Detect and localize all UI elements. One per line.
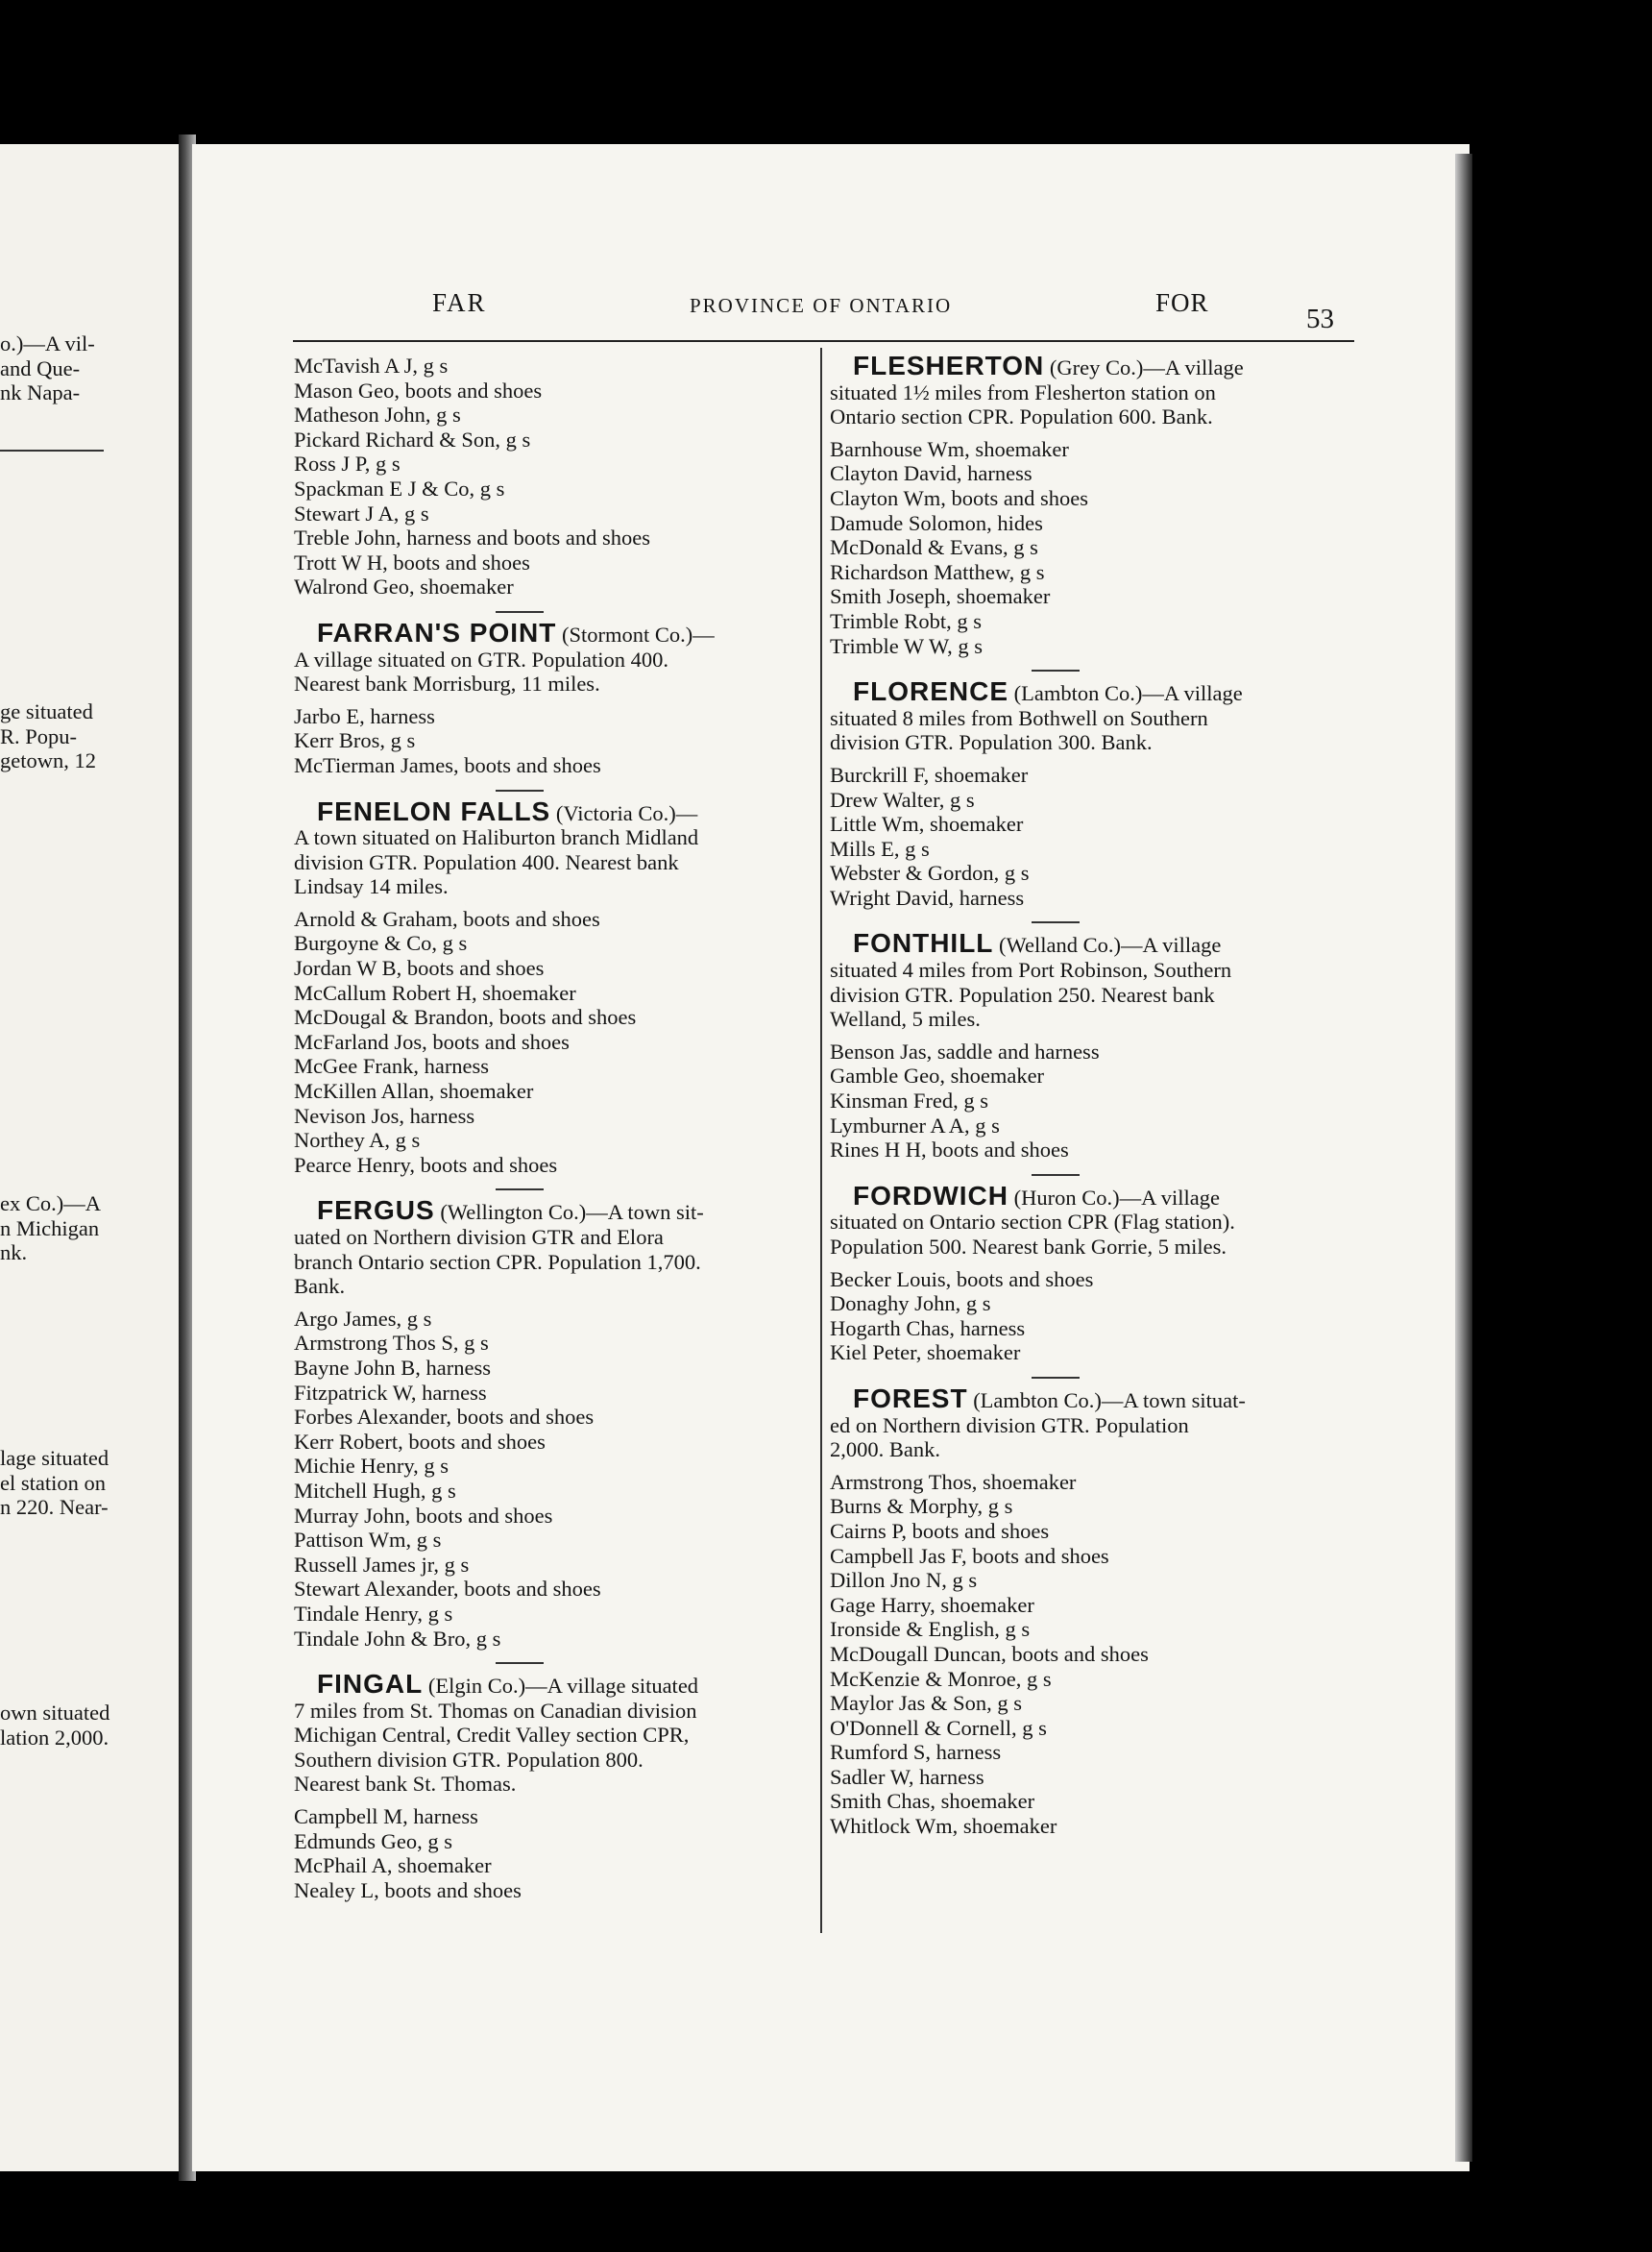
left-column: [294, 354, 817, 1902]
business-listing: Clayton Wm, boots and shoes: [830, 485, 1088, 510]
business-listing: McKenzie & Monroe, g s: [830, 1666, 1052, 1691]
column-divider: [820, 348, 822, 1933]
business-listing: Rines H H, boots and shoes: [830, 1138, 1069, 1163]
town-description: situated 1½ miles from Flesherton station on: [830, 379, 1216, 404]
town-description: division GTR. Population 300. Bank.: [830, 730, 1153, 755]
town-heading: [294, 796, 817, 826]
town-description: Nearest bank Morrisburg, 11 miles.: [294, 672, 600, 697]
facing-page-line: n Michigan: [0, 1215, 100, 1240]
business-listing: Armstrong Thos, shoemaker: [830, 1469, 1077, 1494]
town-county: (Grey Co.)—A village: [1044, 355, 1244, 379]
business-listing: Stewart J A, g s: [294, 501, 429, 526]
business-listing: McKillen Allan, shoemaker: [294, 1079, 534, 1104]
facing-page-text-block: [0, 1446, 109, 1520]
business-listing: Tindale John & Bro, g s: [294, 1626, 501, 1651]
business-listing: Michie Henry, g s: [294, 1454, 449, 1479]
facing-page-line: lation 2,000.: [0, 1725, 109, 1750]
business-listing: Burckrill F, shoemaker: [830, 762, 1029, 787]
page-number: 53: [1306, 304, 1334, 334]
town-heading: [294, 1669, 817, 1700]
spacer: [294, 899, 817, 907]
town-description: ed on Northern division GTR. Population: [830, 1412, 1189, 1437]
business-listing: McDougall Duncan, boots and shoes: [830, 1641, 1149, 1666]
business-listing: Webster & Gordon, g s: [830, 861, 1030, 886]
section-separator: [496, 790, 544, 792]
facing-page-text-block: [0, 1701, 109, 1750]
business-listing: Cairns P, boots and shoes: [830, 1518, 1050, 1543]
town-section: [830, 928, 1353, 1163]
town-description: A town situated on Haliburton branch Midland: [294, 825, 699, 850]
business-listing: Pickard Richard & Son, g s: [294, 427, 531, 452]
section-separator: [1032, 1174, 1080, 1176]
town-county: (Welland Co.)—A village: [993, 933, 1222, 958]
business-listing: Nevison Jos, harness: [294, 1103, 475, 1128]
town-name: FORDWICH: [853, 1180, 1008, 1211]
business-listing: Burgoyne & Co, g s: [294, 931, 468, 956]
town-section: [294, 617, 817, 778]
town-description: division GTR. Population 400. Nearest bank: [294, 849, 679, 874]
business-listing: Lymburner A A, g s: [830, 1113, 1000, 1138]
business-listing: Argo James, g s: [294, 1306, 432, 1331]
town-section: [294, 1669, 817, 1902]
business-listing: McCallum Robert H, shoemaker: [294, 980, 576, 1005]
business-listing: Gage Harry, shoemaker: [830, 1592, 1034, 1617]
facing-page-text-block: [0, 1191, 101, 1265]
business-listing: Kerr Bros, g s: [294, 728, 416, 753]
town-name: FENELON FALLS: [317, 796, 551, 826]
town-description: branch Ontario section CPR. Population 1,700.: [294, 1249, 701, 1274]
facing-page-text-block: [0, 331, 95, 405]
business-listing: Kerr Robert, boots and shoes: [294, 1429, 546, 1454]
town-description: situated 8 miles from Bothwell on Southern: [830, 705, 1208, 730]
business-listing: Stewart Alexander, boots and shoes: [294, 1577, 601, 1602]
section-separator: [1032, 921, 1080, 923]
business-listing: Trott W H, boots and shoes: [294, 550, 530, 575]
business-listing: Kinsman Fred, g s: [830, 1089, 988, 1114]
business-listing: Sadler W, harness: [830, 1764, 984, 1789]
spacer: [830, 1260, 1353, 1267]
facing-page-line: nk.: [0, 1240, 28, 1265]
page-edge: [1455, 154, 1472, 2162]
town-heading: [830, 1383, 1353, 1413]
business-listing: Whitlock Wm, shoemaker: [830, 1814, 1057, 1839]
town-county: (Stormont Co.)—: [556, 622, 715, 647]
town-description: division GTR. Population 250. Nearest bank: [830, 982, 1215, 1007]
business-listing: Edmunds Geo, g s: [294, 1828, 452, 1853]
town-section: [294, 796, 817, 1178]
facing-page-line: and Que-: [0, 355, 81, 380]
business-listing: Nealey L, boots and shoes: [294, 1877, 522, 1902]
town-description: uated on Northern division GTR and Elora: [294, 1225, 664, 1249]
business-listing: Pattison Wm, g s: [294, 1528, 442, 1553]
business-listing: Little Wm, shoemaker: [830, 812, 1024, 837]
business-listing: Northey A, g s: [294, 1128, 421, 1153]
spacer: [830, 1462, 1353, 1470]
business-listing: Campbell Jas F, boots and shoes: [830, 1543, 1109, 1568]
town-county: (Victoria Co.)—: [550, 800, 698, 825]
section-separator: [1032, 670, 1080, 672]
business-listing: Russell James jr, g s: [294, 1552, 470, 1577]
facing-page-text-block: [0, 699, 96, 773]
spacer: [830, 429, 1353, 437]
town-section: [294, 1195, 817, 1651]
town-county: (Lambton Co.)—A town situat-: [967, 1387, 1246, 1412]
town-heading: [830, 1180, 1353, 1211]
town-county: (Lambton Co.)—A village: [1008, 681, 1243, 706]
business-listing: Richardson Matthew, g s: [830, 559, 1045, 584]
town-heading: [294, 1195, 817, 1226]
facing-page-line: ge situated: [0, 699, 93, 723]
facing-page-line: own situated: [0, 1701, 110, 1725]
business-listing: Mills E, g s: [830, 836, 930, 861]
town-name: FINGAL: [317, 1669, 424, 1700]
business-listing: Becker Louis, boots and shoes: [830, 1266, 1094, 1291]
town-description: 2,000. Bank.: [830, 1437, 940, 1462]
business-listing: Arnold & Graham, boots and shoes: [294, 906, 600, 931]
business-listing: Tindale Henry, g s: [294, 1601, 453, 1626]
facing-page-line: el station on: [0, 1470, 106, 1495]
business-listing: Walrond Geo, shoemaker: [294, 575, 514, 600]
business-listing: Matheson John, g s: [294, 403, 461, 428]
facing-page-fragment: [0, 144, 182, 2171]
business-listing: Campbell M, harness: [294, 1804, 478, 1829]
business-listing: Smith Joseph, shoemaker: [830, 584, 1051, 609]
town-heading: [830, 928, 1353, 959]
town-section: [830, 676, 1353, 910]
section-separator: [496, 611, 544, 613]
facing-page-rule: [0, 450, 104, 452]
business-listing: Forbes Alexander, boots and shoes: [294, 1405, 595, 1430]
spacer: [294, 697, 817, 704]
business-listing: Rumford S, harness: [830, 1740, 1002, 1765]
town-description: Population 500. Nearest bank Gorrie, 5 miles.: [830, 1235, 1227, 1259]
town-description: situated on Ontario section CPR (Flag station).: [830, 1210, 1235, 1235]
town-description: Ontario section CPR. Population 600. Bank.: [830, 404, 1213, 429]
business-listing: Drew Walter, g s: [830, 787, 975, 812]
town-name: FARRAN'S POINT: [317, 617, 557, 648]
town-section: [830, 1383, 1353, 1839]
business-listing: Treble John, harness and boots and shoes: [294, 526, 651, 551]
business-listing: McFarland Jos, boots and shoes: [294, 1029, 570, 1054]
business-listing: Mason Geo, boots and shoes: [294, 378, 543, 403]
business-listing: Trimble Robt, g s: [830, 608, 982, 633]
business-listing: Armstrong Thos S, g s: [294, 1331, 489, 1356]
business-listing: Clayton David, harness: [830, 461, 1032, 486]
header-left-keyword: FAR: [432, 288, 487, 317]
facing-page-line: n 220. Near-: [0, 1495, 109, 1520]
town-section: [830, 351, 1353, 658]
section-separator: [496, 1662, 544, 1664]
business-listing: Bayne John B, harness: [294, 1355, 491, 1380]
business-listing: McGee Frank, harness: [294, 1054, 490, 1079]
business-listing: McTavish A J, g s: [294, 354, 449, 378]
facing-page-line: R. Popu-: [0, 723, 78, 748]
business-listing: Murray John, boots and shoes: [294, 1503, 553, 1528]
business-listing: Jarbo E, harness: [294, 703, 435, 728]
town-section: [830, 1180, 1353, 1365]
business-listing: Kiel Peter, shoemaker: [830, 1340, 1021, 1365]
facing-page-line: ex Co.)—A: [0, 1191, 101, 1215]
business-listing: McPhail A, shoemaker: [294, 1853, 492, 1878]
facing-page-line: o.)—A vil-: [0, 331, 95, 355]
town-description: Southern division GTR. Population 800.: [294, 1747, 644, 1772]
business-listing: McTierman James, boots and shoes: [294, 752, 601, 777]
facing-page-line: lage situated: [0, 1446, 109, 1470]
town-description: Lindsay 14 miles.: [294, 874, 449, 899]
section-separator: [496, 1188, 544, 1190]
business-listing: O'Donnell & Cornell, g s: [830, 1715, 1047, 1740]
business-listing: Jordan W B, boots and shoes: [294, 956, 545, 981]
town-name: FLORENCE: [853, 676, 1008, 707]
spacer: [294, 1797, 817, 1804]
town-heading: [830, 676, 1353, 707]
business-listing: Ross J P, g s: [294, 452, 401, 477]
business-listing: Spackman E J & Co, g s: [294, 476, 505, 501]
business-listing: Donaghy John, g s: [830, 1291, 991, 1316]
spacer: [294, 1299, 817, 1307]
town-county: (Elgin Co.)—A village situated: [423, 1674, 699, 1699]
town-name: FLESHERTON: [853, 351, 1045, 380]
town-description: situated 4 miles from Port Robinson, Southern: [830, 958, 1232, 983]
town-description: 7 miles from St. Thomas on Canadian division: [294, 1698, 697, 1723]
facing-page-line: nk Napa-: [0, 380, 81, 405]
business-listing: Benson Jas, saddle and harness: [830, 1039, 1100, 1064]
business-listing: Burns & Morphy, g s: [830, 1494, 1013, 1519]
town-name: FERGUS: [317, 1195, 435, 1226]
header-title: PROVINCE OF ONTARIO: [690, 294, 953, 317]
business-listing: Gamble Geo, shoemaker: [830, 1064, 1045, 1089]
business-listing: Hogarth Chas, harness: [830, 1315, 1026, 1340]
town-county: (Wellington Co.)—A town sit-: [434, 1200, 704, 1225]
town-heading: [294, 617, 817, 648]
town-name: FONTHILL: [853, 928, 994, 959]
spacer: [830, 755, 1353, 763]
town-description: Michigan Central, Credit Valley section CPR,: [294, 1723, 690, 1748]
town-description: Nearest bank St. Thomas.: [294, 1772, 517, 1797]
business-listing: Pearce Henry, boots and shoes: [294, 1152, 558, 1177]
town-description: Welland, 5 miles.: [830, 1007, 981, 1032]
business-listing: Smith Chas, shoemaker: [830, 1789, 1035, 1814]
business-listing: Damude Solomon, hides: [830, 510, 1043, 535]
header-rule: [293, 340, 1354, 342]
business-listing: Ironside & English, g s: [830, 1617, 1031, 1642]
business-listing: Dillon Jno N, g s: [830, 1568, 978, 1593]
business-listing: Trimble W W, g s: [830, 633, 984, 658]
business-listing: McDougal & Brandon, boots and shoes: [294, 1005, 637, 1030]
town-description: A village situated on GTR. Population 400.: [294, 647, 668, 672]
business-listing: Maylor Jas & Son, g s: [830, 1691, 1023, 1716]
spacer: [830, 1032, 1353, 1040]
town-description: Bank.: [294, 1274, 346, 1299]
section-separator: [1032, 1377, 1080, 1379]
town-county: (Huron Co.)—A village: [1008, 1185, 1220, 1210]
business-listing: McDonald & Evans, g s: [830, 535, 1038, 560]
town-heading: [830, 351, 1353, 380]
facing-page-line: getown, 12: [0, 748, 96, 773]
town-name: FOREST: [853, 1383, 968, 1413]
business-listing: Fitzpatrick W, harness: [294, 1380, 487, 1405]
business-listing: Wright David, harness: [830, 885, 1025, 910]
right-column: [830, 351, 1353, 1839]
header-right-keyword: FOR: [1155, 288, 1209, 317]
business-listing: Barnhouse Wm, shoemaker: [830, 436, 1069, 461]
business-listing: Mitchell Hugh, g s: [294, 1478, 456, 1503]
